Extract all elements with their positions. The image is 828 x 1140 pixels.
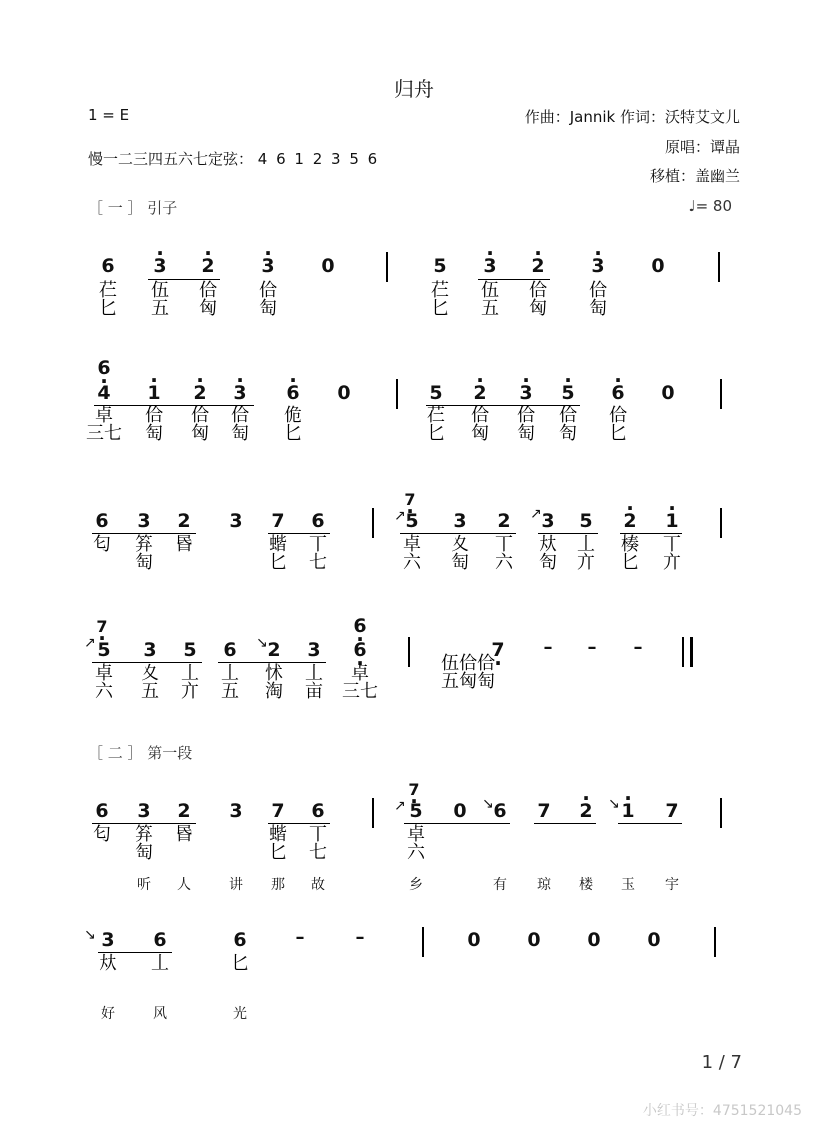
tuning-line [88, 148, 379, 169]
barline [720, 798, 722, 828]
note: 5 [429, 382, 443, 404]
barline [408, 637, 410, 667]
jianzi-glyph: 丄 亩 [305, 663, 323, 702]
note: 6 [101, 255, 115, 277]
lyric-char: 玉 [621, 877, 635, 893]
jianzi-glyph: 卓 六 [407, 824, 425, 863]
jianzi-glyph: 夊 匋 [451, 534, 469, 573]
barline [396, 379, 398, 409]
lyric-char: 那 [271, 877, 285, 893]
beam [426, 405, 580, 406]
lyric-char: 光 [233, 1006, 247, 1022]
note: 4 [97, 382, 111, 404]
jianzi-glyph: 丅 七 [309, 534, 327, 573]
score-system-5 [78, 780, 748, 893]
jianzi-glyph: 佮 匋 [145, 405, 163, 444]
note: 6 · [353, 639, 366, 661]
jianzi-glyph: 丅 亣 [663, 534, 681, 573]
ornament-mark: ↘ [608, 796, 620, 812]
jianzi-glyph: 丄 亣 [577, 534, 595, 573]
score-system-1 [78, 250, 748, 330]
page-title: 归舟 [394, 77, 434, 101]
jianzi-glyph: 匕 [231, 953, 249, 974]
note: · 6 [611, 382, 624, 404]
jianzi-glyph: 伍佮佮 五匈匋 [441, 653, 495, 692]
jianzi-glyph: 卓 六 [403, 534, 421, 573]
sustain-dash: – [355, 927, 365, 948]
note: · 3 [153, 255, 166, 277]
lyric-char: 有 [493, 877, 507, 893]
note: 3 [229, 800, 243, 822]
note: · 2 [623, 510, 636, 532]
jianzi-glyph: 佮 匈 [199, 280, 217, 319]
note: 5 [433, 255, 447, 277]
ornament-mark: ↘ [482, 796, 494, 812]
sustain-dash: – [543, 637, 553, 658]
composer-credit: 作曲：Jannik 作词：沃特艾文儿 [524, 108, 740, 126]
note: 7 [537, 800, 551, 822]
note: · 2 [201, 255, 214, 277]
note: 0 [321, 255, 335, 277]
note: 7 [271, 510, 285, 532]
ornament-mark: ↘ [84, 927, 96, 943]
watermark: 小红书号：4751521045 [642, 1103, 802, 1119]
score-system-2 [78, 355, 748, 455]
tuning-label: 慢一二三四五六七定弦： [88, 150, 254, 168]
jianzi-glyph: 蝔 匕 [269, 534, 287, 573]
note: · 2 [579, 800, 592, 822]
note: 3 [453, 510, 467, 532]
barline [720, 508, 722, 538]
lyric-char: 好 [101, 1006, 115, 1022]
note: · 3 [233, 382, 246, 404]
note: · 1 [147, 382, 160, 404]
note: 0 [587, 929, 601, 951]
note: 2 [267, 639, 281, 661]
lyric-char: 宇 [665, 877, 679, 893]
note: 5 [405, 510, 419, 532]
note: · 2 [531, 255, 544, 277]
note: 5 [183, 639, 197, 661]
jianzi-glyph: 夊 五 [141, 663, 159, 702]
sustain-dash: – [295, 927, 305, 948]
jianzi-glyph: 卓 六 [95, 663, 113, 702]
jianzi-glyph: 楱 匕 [621, 534, 639, 573]
jianzi-glyph: 卓 三七 [342, 663, 378, 702]
note: 0 [651, 255, 665, 277]
section-label-intro: ［ 一 ］ 引子 [88, 199, 178, 217]
jianzi-glyph: 佮 匋 [231, 405, 249, 444]
note: 3 [143, 639, 157, 661]
barline [718, 252, 720, 282]
jianzi-glyph: 伍 五 [481, 280, 499, 319]
note: · 3 [519, 382, 532, 404]
jianzi-glyph: 卓 三七 [86, 405, 122, 444]
barline [422, 927, 424, 957]
ornament-mark: ↘ [256, 635, 268, 651]
note: · 2 [473, 382, 486, 404]
lyric-char: 故 [311, 877, 325, 893]
score-system-6 [78, 915, 748, 1025]
jianzi-glyph: 夶 匌 [539, 534, 557, 573]
score-system-3 [78, 490, 748, 590]
jianzi-glyph: 芢 匕 [99, 280, 117, 319]
note: · 3 [261, 255, 274, 277]
jianzi-glyph: 怵 淘 [265, 663, 283, 702]
note: 0 [467, 929, 481, 951]
tempo-mark: ♩= 80 [688, 197, 732, 215]
jianzi-glyph: 佮 匈 [471, 405, 489, 444]
jianzi-glyph: 佮 匋 [259, 280, 277, 319]
score-system-4 [78, 615, 748, 715]
note: 3 [137, 510, 151, 532]
note: 6 [153, 929, 167, 951]
note: · 3 [591, 255, 604, 277]
note: · 2 [193, 382, 206, 404]
jianzi-glyph: 丄 [151, 953, 169, 974]
page-number: 1 / 7 [701, 1052, 742, 1073]
jianzi-glyph: 伍 五 [151, 280, 169, 319]
note: 6 [311, 800, 325, 822]
jianzi-glyph: 笲 匋 [135, 534, 153, 573]
note: 5 [409, 800, 423, 822]
jianzi-glyph: 佮 匌 [559, 405, 577, 444]
arranger-credit: 移植：盖幽兰 [649, 167, 740, 185]
jianzi-glyph: 佮 匋 [517, 405, 535, 444]
lyric-char: 听 [137, 877, 151, 893]
singer-credit: 原唱：谭晶 [664, 138, 740, 156]
jianzi-glyph: 芢 匕 [431, 280, 449, 319]
note: · 6 [286, 382, 299, 404]
jianzi-glyph: 匂 [93, 824, 111, 845]
jianzi-glyph: 芢 匕 [427, 405, 445, 444]
note: 0 [337, 382, 351, 404]
jianzi-glyph: 匂 [93, 534, 111, 555]
beam [534, 823, 596, 824]
note: 0 [453, 800, 467, 822]
lyric-char: 乡 [409, 877, 423, 893]
note: 3 [307, 639, 321, 661]
note: 3 [137, 800, 151, 822]
barline [386, 252, 388, 282]
barline [720, 379, 722, 409]
jianzi-glyph: 丄 亣 [181, 663, 199, 702]
jianzi-glyph: 佮 匕 [609, 405, 627, 444]
barline [714, 927, 716, 957]
note-top: 7 · [408, 780, 419, 799]
lyric-char: 人 [177, 877, 191, 893]
note-top: 6 · [353, 615, 366, 637]
note: 7 · [491, 639, 504, 661]
jianzi-glyph: 夶 [99, 953, 117, 974]
note: 5 [579, 510, 593, 532]
ornament-mark: ↗ [394, 798, 406, 814]
note: 3 [541, 510, 555, 532]
jianzi-glyph: 笲 匋 [135, 824, 153, 863]
note: 6 [95, 800, 109, 822]
note: 0 [647, 929, 661, 951]
jianzi-glyph: 丅 六 [495, 534, 513, 573]
ornament-mark: ↗ [394, 508, 406, 524]
jianzi-glyph: 佹 匕 [284, 405, 302, 444]
note: 2 [497, 510, 511, 532]
barline [372, 798, 374, 828]
lyric-char: 琼 [537, 877, 551, 893]
jianzi-glyph: 昬 [175, 534, 193, 555]
note: 6 [311, 510, 325, 532]
note: 2 [177, 800, 191, 822]
jianzi-glyph: 丄 五 [221, 663, 239, 702]
sustain-dash: – [587, 637, 597, 658]
note: · 1 [665, 510, 678, 532]
note: 7 [271, 800, 285, 822]
note-top: 7 · [404, 490, 415, 509]
note: 6 [95, 510, 109, 532]
jianzi-glyph: 佮 匈 [191, 405, 209, 444]
lyric-char: 楼 [579, 877, 593, 893]
note: 6 [223, 639, 237, 661]
beam [94, 405, 254, 406]
note: 3 [101, 929, 115, 951]
section-label-part1: ［ 二 ］ 第一段 [88, 744, 193, 762]
beam [618, 823, 682, 824]
note: 5 [97, 639, 111, 661]
jianzi-glyph: 佮 匈 [529, 280, 547, 319]
note: · 5 [561, 382, 574, 404]
note: 2 [177, 510, 191, 532]
tuning-notes: 4 6 1 2 3 5 6 [257, 150, 380, 168]
jianzi-glyph: 丅 七 [309, 824, 327, 863]
lyric-char: 讲 [229, 877, 243, 893]
note: 6 [233, 929, 247, 951]
note: 6 [493, 800, 507, 822]
lyric-char: 风 [153, 1006, 167, 1022]
jianzi-glyph: 佮 匋 [589, 280, 607, 319]
ornament-mark: ↗ [530, 506, 542, 522]
jianzi-glyph: 昬 [175, 824, 193, 845]
barline [372, 508, 374, 538]
note: 3 [229, 510, 243, 532]
note: · 3 [483, 255, 496, 277]
note: · 1 [621, 800, 634, 822]
note: 7 [665, 800, 679, 822]
key-signature: 1 = E [88, 106, 130, 124]
note: 0 [661, 382, 675, 404]
sustain-dash: – [633, 637, 643, 658]
jianzi-glyph: 蝔 匕 [269, 824, 287, 863]
note-top: 6 · [97, 357, 110, 379]
note: 0 [527, 929, 541, 951]
final-barline [682, 637, 693, 667]
ornament-mark: ↗ [84, 635, 96, 651]
note-top: 7 · [96, 617, 107, 636]
